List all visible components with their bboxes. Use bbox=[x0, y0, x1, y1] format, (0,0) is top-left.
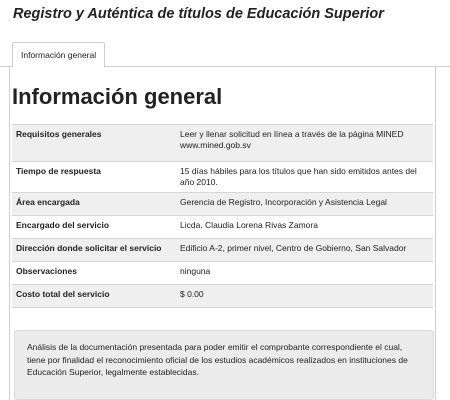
row-key: Dirección donde solicitar el servicio bbox=[12, 239, 176, 262]
row-key: Requisitos generales bbox=[12, 125, 176, 162]
row-value: Leer y llenar solicitud en línea a través de la página MINED www.mined.gob.sv bbox=[176, 125, 433, 162]
table-row bbox=[12, 239, 433, 262]
row-value: Licda. Claudia Lorena Rivas Zamora bbox=[176, 216, 433, 239]
table-row bbox=[12, 162, 433, 193]
info-table bbox=[12, 124, 433, 308]
row-key: Costo total del servicio bbox=[12, 285, 176, 308]
row-key: Área encargada bbox=[12, 193, 176, 216]
table-row bbox=[12, 193, 433, 216]
row-key: Observaciones bbox=[12, 262, 176, 285]
row-key: Encargado del servicio bbox=[12, 216, 176, 239]
description-box: Análisis de la documentación presentada para poder emitir el comprobante correspondiente el cual, tiene por finalidad el reconocimiento oficial de los estudios académicos realizados en instituciones de Educación Superior, legalmente establecidas. bbox=[14, 330, 434, 400]
row-value: Edificio A-2, primer nivel, Centro de Gobierno, San Salvador bbox=[176, 239, 433, 262]
row-value: $ 0.00 bbox=[176, 285, 433, 308]
tab-informacion-general[interactable]: Información general bbox=[12, 42, 105, 68]
row-value: 15 días hábiles para los títulos que han sido emitidos antes del año 2010. bbox=[176, 162, 433, 193]
table-row bbox=[12, 125, 433, 162]
table-row bbox=[12, 216, 433, 239]
tab-bar bbox=[0, 42, 450, 67]
row-value: Gerencia de Registro, Incorporación y Asistencia Legal bbox=[176, 193, 433, 216]
table-row bbox=[12, 285, 433, 308]
row-value: ninguna bbox=[176, 262, 433, 285]
page-title: Registro y Auténtica de títulos de Educación Superior bbox=[13, 6, 384, 22]
section-title: Información general bbox=[12, 84, 223, 109]
row-key: Tiempo de respuesta bbox=[12, 162, 176, 193]
table-row bbox=[12, 262, 433, 285]
